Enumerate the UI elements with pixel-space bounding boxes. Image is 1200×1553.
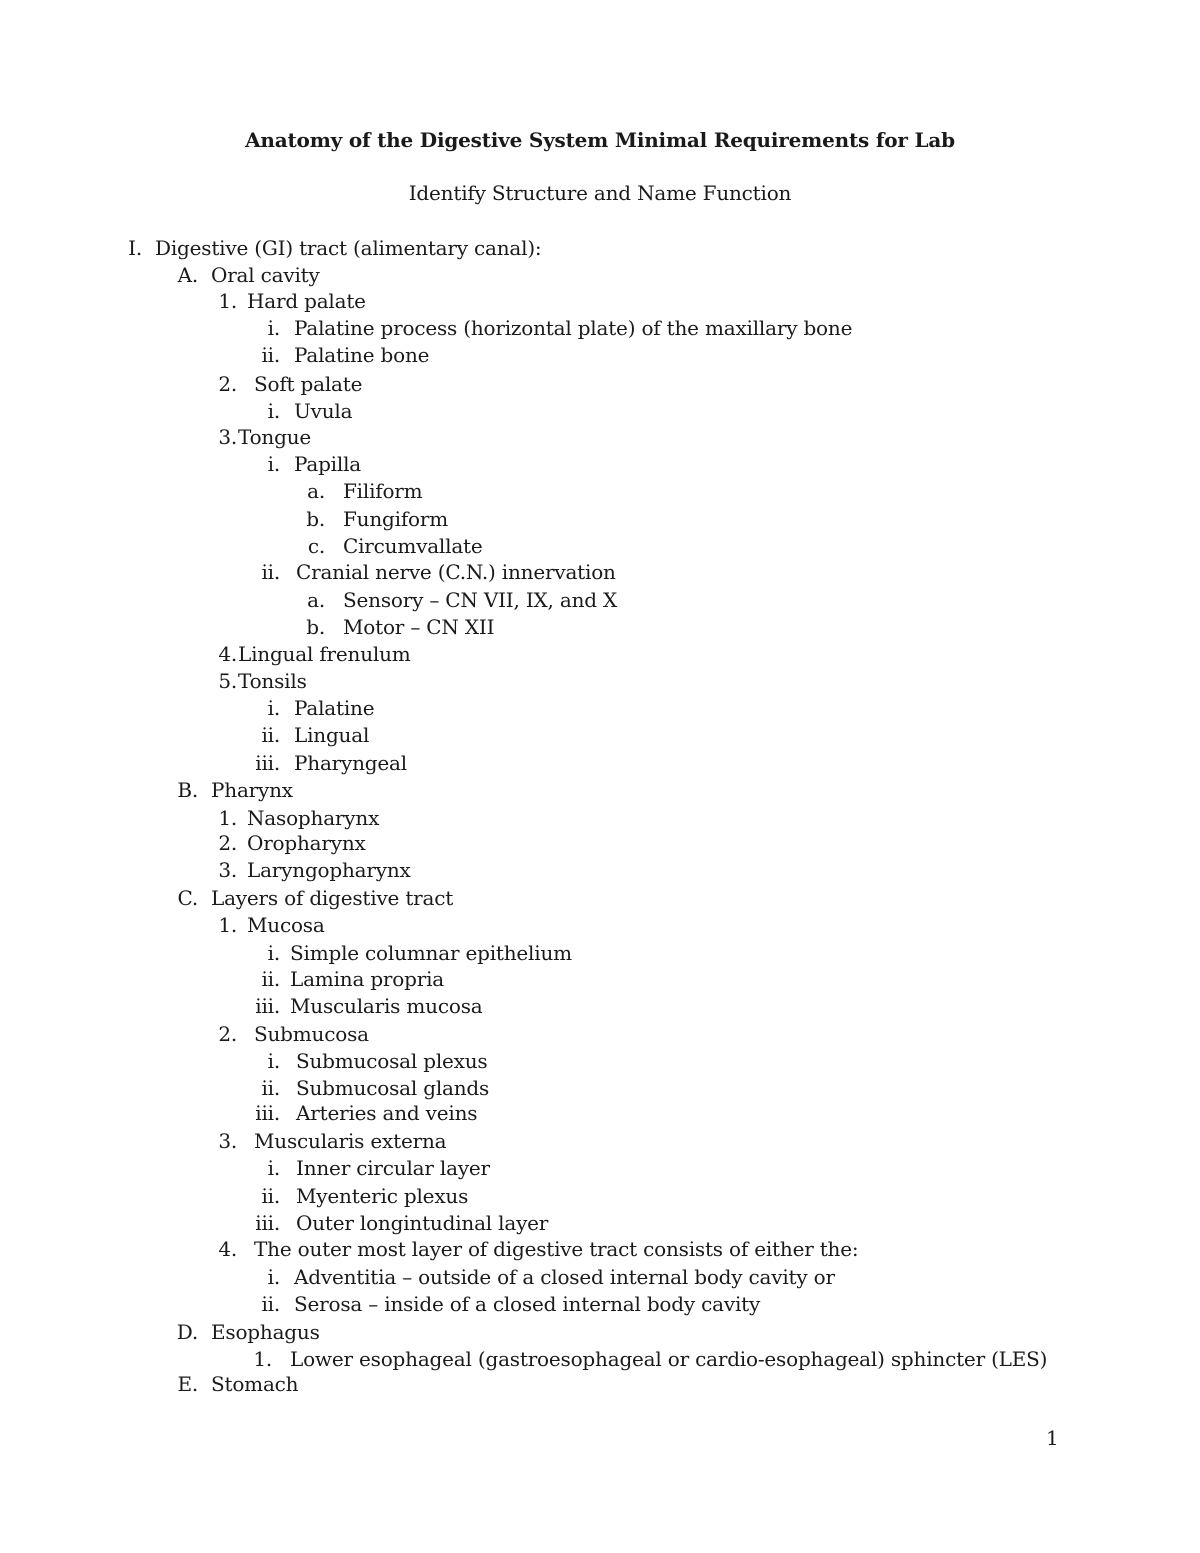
outline-marker: i. xyxy=(267,1265,280,1289)
outline-text: Uvula xyxy=(294,399,353,423)
outline-text: Lingual xyxy=(294,723,370,747)
outline-text: Sensory – CN VII, IX, and X xyxy=(343,588,618,612)
outline-text: Cranial nerve (C.N.) innervation xyxy=(296,560,616,584)
outline-marker: iii. xyxy=(255,1101,280,1125)
outline-text: Circumvallate xyxy=(343,534,483,558)
outline-marker: a. xyxy=(307,479,325,503)
outline-text: Digestive (GI) tract (alimentary canal): xyxy=(155,236,542,260)
outline-marker: ii. xyxy=(261,560,280,584)
outline-marker: B. xyxy=(177,778,198,802)
outline-marker: ii. xyxy=(261,723,280,747)
outline-text: Lamina propria xyxy=(290,967,445,991)
outline-marker: 3. xyxy=(218,1129,237,1153)
outline-text: Tonsils xyxy=(238,669,307,693)
outline-marker: 3. xyxy=(218,858,237,882)
outline-text: Pharynx xyxy=(211,778,293,802)
outline-marker: D. xyxy=(176,1320,198,1344)
outline-text: Esophagus xyxy=(211,1320,320,1344)
document-subtitle: Identify Structure and Name Function xyxy=(408,181,792,205)
outline-marker: 5. xyxy=(218,669,237,693)
outline-text: Hard palate xyxy=(247,289,366,313)
outline-marker: 1. xyxy=(218,289,237,313)
outline-marker: ii. xyxy=(261,1076,280,1100)
outline-text: Papilla xyxy=(294,452,361,476)
page-number: 1 xyxy=(1046,1426,1059,1450)
outline-text: Arteries and veins xyxy=(296,1101,478,1125)
outline-marker: 1. xyxy=(218,913,237,937)
outline-marker: A. xyxy=(177,263,198,287)
outline-marker: 3. xyxy=(218,425,237,449)
outline-text: Filiform xyxy=(343,479,423,503)
outline-text: Inner circular layer xyxy=(296,1156,490,1180)
outline-marker: b. xyxy=(306,615,325,639)
outline-marker: b. xyxy=(306,507,325,531)
outline-marker: ii. xyxy=(261,1184,280,1208)
outline-marker: 4. xyxy=(218,642,237,666)
outline-text: Muscularis externa xyxy=(254,1129,447,1153)
outline-marker: i. xyxy=(267,696,280,720)
outline-text: Lingual frenulum xyxy=(238,642,411,666)
outline-marker: 2. xyxy=(218,372,237,396)
outline-text: Layers of digestive tract xyxy=(211,886,454,910)
outline-marker: I. xyxy=(128,236,142,260)
outline-text: Myenteric plexus xyxy=(296,1184,469,1208)
outline-text: Stomach xyxy=(211,1372,299,1396)
outline-marker: E. xyxy=(177,1372,198,1396)
outline-text: Serosa – inside of a closed internal body cavity xyxy=(294,1292,761,1316)
outline-text: Oropharynx xyxy=(247,831,366,855)
outline-marker: a. xyxy=(307,588,325,612)
outline-marker: i. xyxy=(267,452,280,476)
outline-text: Soft palate xyxy=(254,372,363,396)
outline-marker: i. xyxy=(267,399,280,423)
outline-marker: ii. xyxy=(261,1292,280,1316)
outline-text: Tongue xyxy=(238,425,312,449)
outline-text: Pharyngeal xyxy=(294,751,407,775)
outline-text: Outer longintudinal layer xyxy=(296,1211,549,1235)
outline-text: Mucosa xyxy=(247,913,325,937)
outline-text: Laryngopharynx xyxy=(247,858,411,882)
outline-marker: 2. xyxy=(218,1022,237,1046)
outline-marker: C. xyxy=(177,886,198,910)
outline-marker: iii. xyxy=(255,994,280,1018)
outline-text: Muscularis mucosa xyxy=(290,994,483,1018)
outline-text: Submucosal glands xyxy=(296,1076,490,1100)
outline-marker: iii. xyxy=(255,751,280,775)
outline-text: Motor – CN XII xyxy=(343,615,495,639)
outline-text: Submucosal plexus xyxy=(296,1049,488,1073)
outline-marker: ii. xyxy=(261,343,280,367)
outline-text: Nasopharynx xyxy=(247,806,380,830)
outline-marker: i. xyxy=(267,941,280,965)
outline-marker: c. xyxy=(307,534,325,558)
outline-marker: ii. xyxy=(261,967,280,991)
outline-text: Lower esophageal (gastroesophageal or cardio-esophageal) sphincter (LES) xyxy=(290,1347,1048,1371)
outline-text: Palatine process (horizontal plate) of the maxillary bone xyxy=(294,316,853,340)
document-title: Anatomy of the Digestive System Minimal Requirements for Lab xyxy=(245,128,955,152)
outline-text: Submucosa xyxy=(254,1022,369,1046)
outline-text: Adventitia – outside of a closed internal body cavity or xyxy=(294,1265,835,1289)
outline-marker: iii. xyxy=(255,1211,280,1235)
outline-text: The outer most layer of digestive tract consists of either the: xyxy=(254,1237,859,1261)
outline-text: Oral cavity xyxy=(211,263,320,287)
outline-text: Fungiform xyxy=(343,507,449,531)
outline-marker: i. xyxy=(267,316,280,340)
outline-marker: 1. xyxy=(253,1347,272,1371)
outline-marker: 2. xyxy=(218,831,237,855)
outline-text: Palatine bone xyxy=(294,343,430,367)
outline-text: Palatine xyxy=(294,696,375,720)
outline-text: Simple columnar epithelium xyxy=(290,941,572,965)
outline-marker: i. xyxy=(267,1049,280,1073)
outline-marker: 4. xyxy=(218,1237,237,1261)
outline-marker: 1. xyxy=(218,806,237,830)
outline-marker: i. xyxy=(267,1156,280,1180)
